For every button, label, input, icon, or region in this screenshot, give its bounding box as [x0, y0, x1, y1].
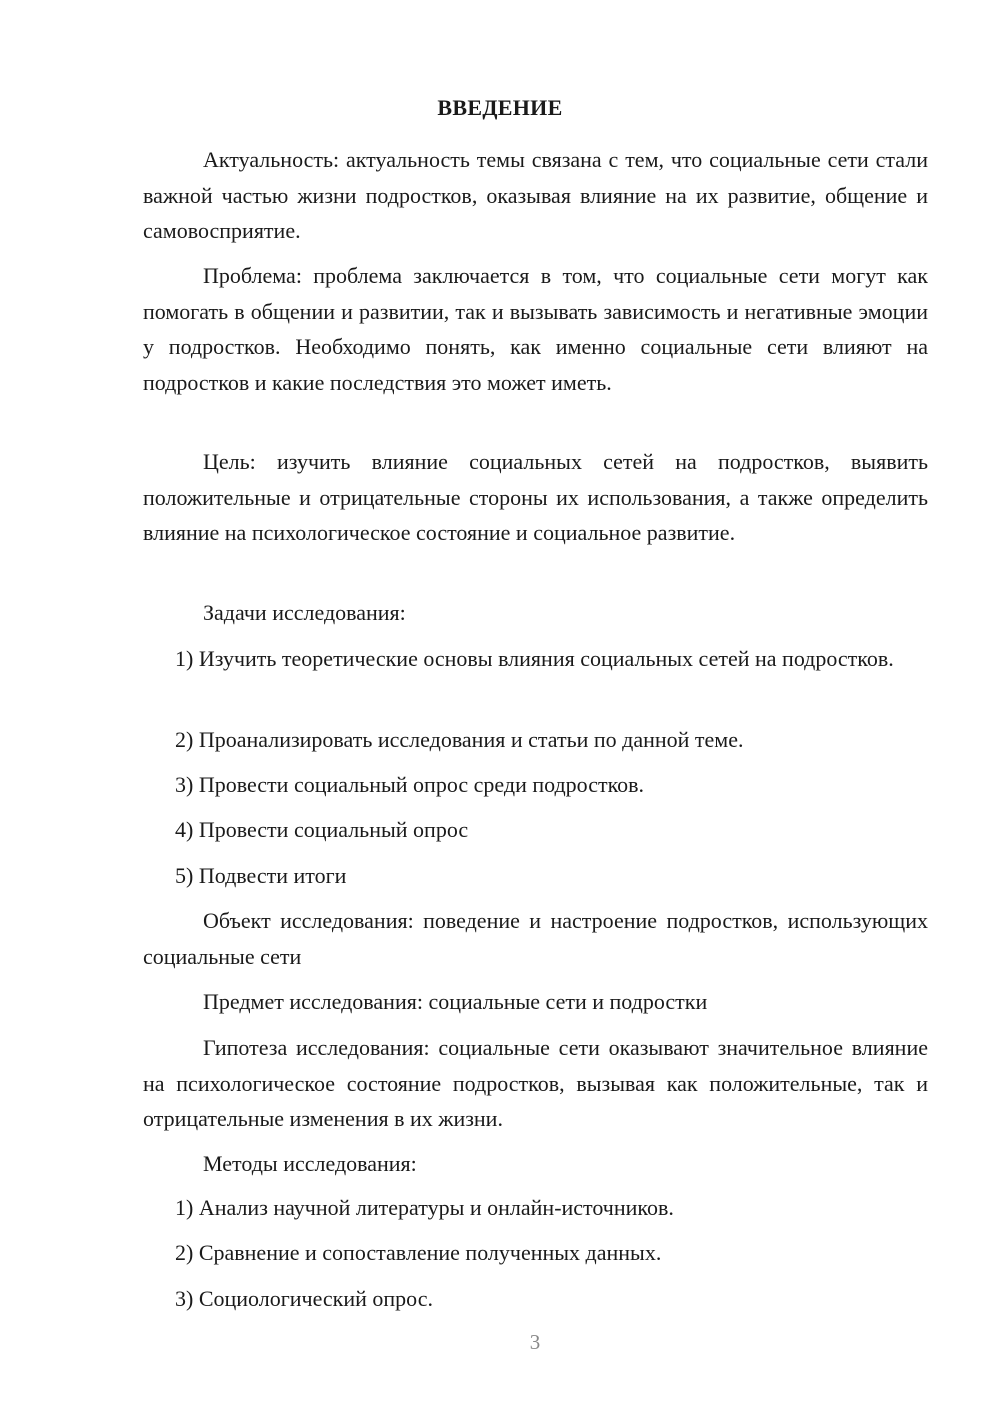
task-item-5: 5) Подвести итоги: [175, 863, 347, 888]
methods-heading: Методы исследования:: [203, 1151, 417, 1176]
method-item-1: 1) Анализ научной литературы и онлайн-источников.: [175, 1195, 674, 1220]
paragraph-relevance: Актуальность: актуальность темы связана с тем, что социальные сети стали важной частью жизни подростков, оказывая влияние на их развитие, общение и самовосприятие.: [143, 147, 928, 243]
task-item-3: 3) Провести социальный опрос среди подростков.: [175, 772, 645, 797]
page-number: 3: [529, 1330, 541, 1354]
task-item-1: 1) Изучить теоретические основы влияния социальных сетей на подростков.: [175, 646, 894, 671]
page-title: ВВЕДЕНИЕ: [437, 95, 563, 120]
paragraph-subject: Предмет исследования: социальные сети и подростки: [203, 989, 708, 1014]
task-item-4: 4) Провести социальный опрос: [175, 817, 469, 842]
method-item-3: 3) Социологический опрос.: [175, 1286, 433, 1311]
tasks-heading: Задачи исследования:: [203, 600, 406, 625]
method-item-2: 2) Сравнение и сопоставление полученных данных.: [175, 1240, 662, 1265]
paragraph-object: Объект исследования: поведение и настроение подростков, использующих социальные сети: [143, 908, 928, 969]
paragraph-problem: Проблема: проблема заключается в том, что социальные сети могут как помогать в общении и развитии, так и вызывать зависимость и негативные эмоции у подростков. Необходимо понять, как именно социальные сети влияют на подростков и какие последствия это может иметь.: [143, 263, 928, 395]
task-item-2: 2) Проанализировать исследования и статьи по данной теме.: [175, 727, 744, 752]
paragraph-hypothesis: Гипотеза исследования: социальные сети оказывают значительное влияние на психологическое состояние подростков, вызывая как положительные, так и отрицательные изменения в их жизни.: [143, 1035, 928, 1131]
paragraph-goal: Цель: изучить влияние социальных сетей на подростков, выявить положительные и отрицательные стороны их использования, а также определить влияние на психологическое состояние и социальное развитие.: [143, 449, 928, 545]
